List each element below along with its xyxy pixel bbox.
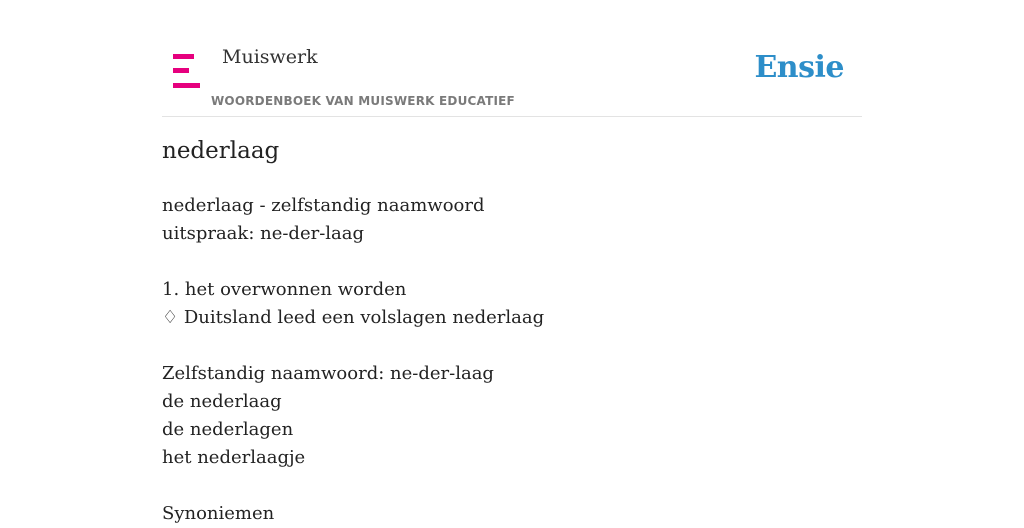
entry-line-plural: de nederlagen — [162, 419, 294, 440]
entry-line-example: ♢ Duitsland leed een volslagen nederlaag — [162, 307, 545, 328]
entry-line-definition: 1. het overwonnen worden — [162, 279, 407, 300]
brand-name-link[interactable]: Muiswerk — [222, 46, 318, 68]
entry-line-diminutive: het nederlaagje — [162, 447, 306, 468]
header — [162, 0, 862, 117]
entry-line-noun-heading: Zelfstandig naamwoord: ne-der-laag — [162, 363, 494, 384]
entry-line-word-type: nederlaag - zelfstandig naamwoord — [162, 195, 485, 216]
entry-line-synonyms-heading: Synoniemen — [162, 503, 275, 524]
ensie-logo-link[interactable]: Ensie — [754, 50, 844, 85]
brand-subtitle: WOORDENBOEK VAN MUISWERK EDUCATIEF — [211, 94, 515, 108]
entry-line-spacer — [162, 332, 544, 360]
entry-body — [162, 192, 544, 528]
entry-line-spacer — [162, 472, 544, 500]
content-container — [162, 0, 862, 524]
muiswerk-logo-icon[interactable] — [173, 54, 200, 88]
entry-title: nederlaag — [162, 138, 280, 164]
entry-line-spacer — [162, 248, 544, 276]
entry-line-pronunciation: uitspraak: ne-der-laag — [162, 223, 365, 244]
entry-line-singular: de nederlaag — [162, 391, 282, 412]
